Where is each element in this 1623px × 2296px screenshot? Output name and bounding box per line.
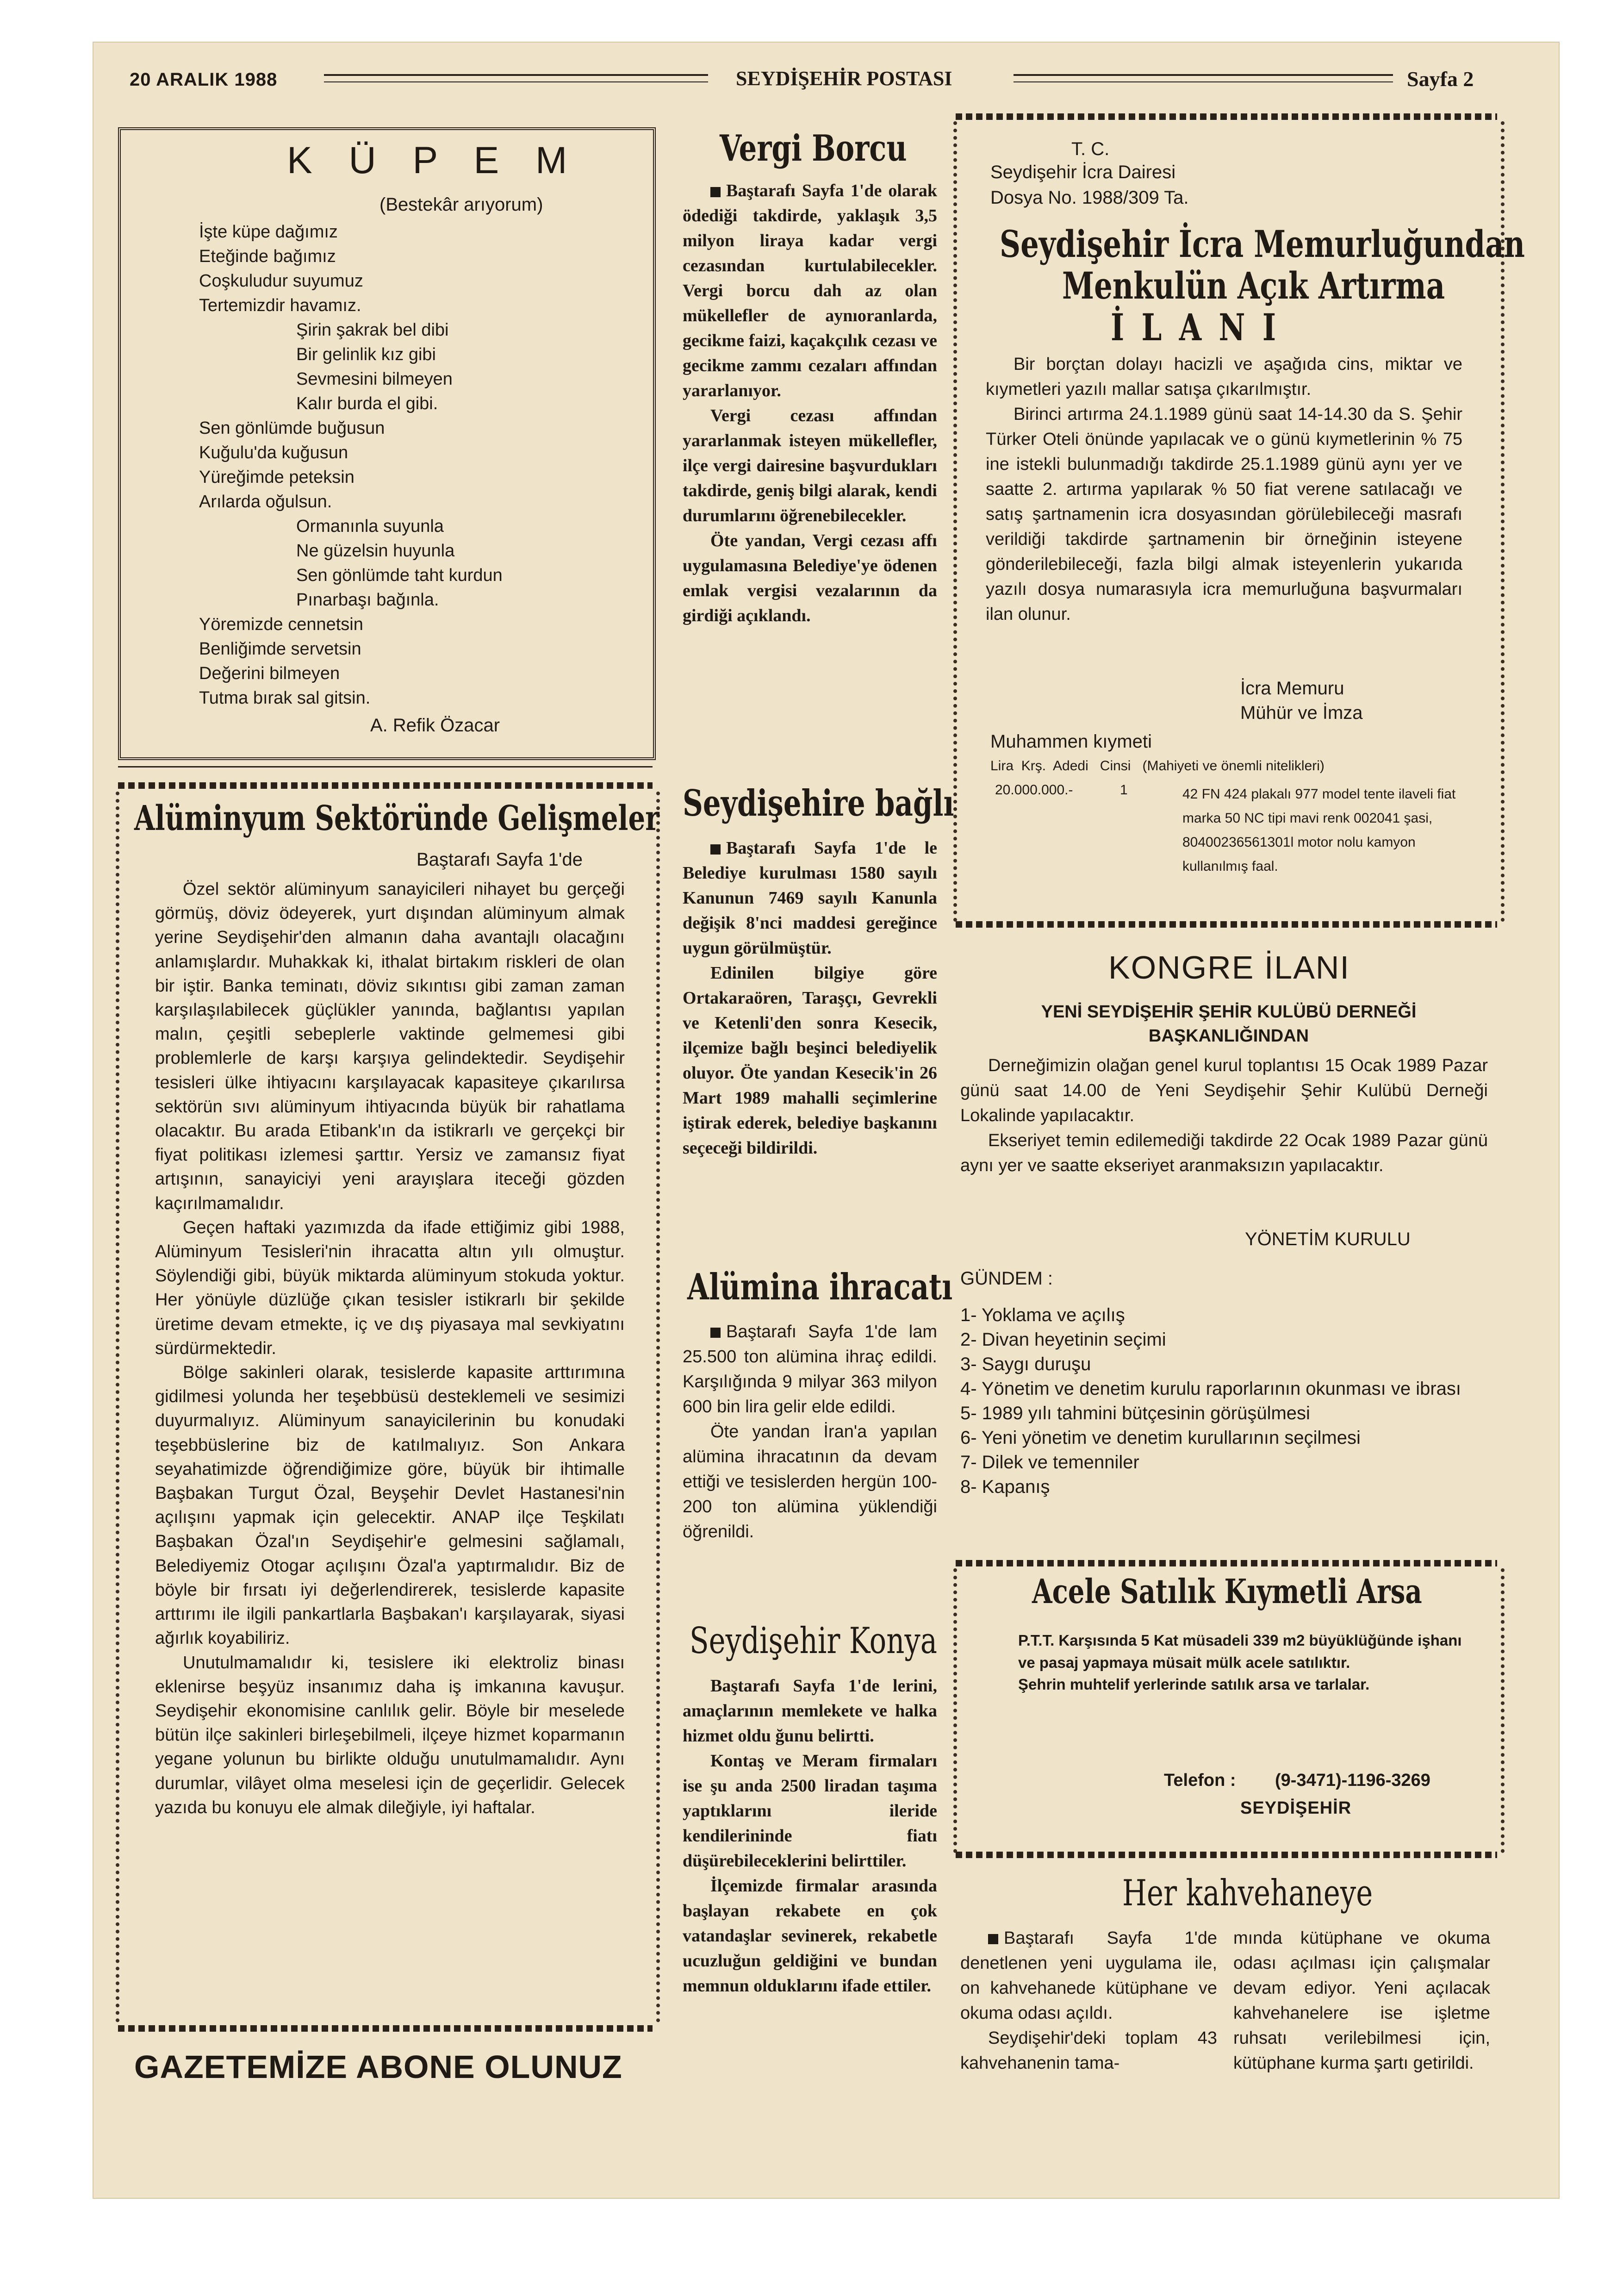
aluminyum-paragraph: Bölge sakinleri olarak, tesislerde kapasite arttırımına gidilmesi yolunda her teşebbüsü desteklemeli ve sesimizi duyurmalıyız. Alüminyum sanayicilerinin bu konudaki teşebbüslerine biz de katılmalıyız. Son Ankara seyahatimizde öğrendiğimize göre, büyük bir ihtimalle Başbakan Turgut Özal, Beyşehir Devlet Hastanesi'nin açılışını yapmak için gelecektir. ANAP ilçe Teşkilatı Başbakan Özal'ın Seydişehir'e gelmesini sağlamalı, Belediyemiz Otogar açılışını Özal'a yaptırmalıdır. Biz de böyle bir fırsatı iyi değerlendirerek, tesislerde kapasite arttırımı ile ilgili pankartlarla Başbakan'ı karşılayarak, siyasi ağırlık koyabiliriz. bbox=[155, 1363, 625, 1648]
agenda-item: 2- Divan heyetinin seçimi bbox=[960, 1329, 1166, 1350]
poem-line: Ne güzelsin huyunla bbox=[296, 541, 455, 561]
arsa-frame bbox=[953, 1568, 1505, 1853]
agenda-item: 6- Yeni yönetim ve denetim kurullarının seçilmesi bbox=[960, 1428, 1361, 1448]
poem-author: A. Refik Özacar bbox=[370, 715, 500, 736]
header-rule-left bbox=[324, 74, 708, 82]
aluminyum-paragraph: Unutulmamalıdır ki, tesislere iki elektroliz binası eklenirse beşyüz insanımız daha iş imkanına kavuşur. Seydişehir ekonomisine canlılık gelir. Böyle bir meselede bütün ilçe sakinleri birleşebilmeli, ilçeye hizmet koparmanın yegane yolunun bu birlikte olduğu unutulmamalıdır. Aynı durumlar, vilâyet olma meselesi için de geçerlidir. Gelecek yazıda bu konuyu ele almak dileğiyle, iyi haftalar. bbox=[155, 1653, 625, 1817]
icra-subtitle: Menkulün Açık Artırma bbox=[1062, 264, 1445, 307]
icra-body bbox=[986, 352, 1462, 627]
kahve-col1 bbox=[960, 1926, 1217, 2076]
kongre-title: KONGRE İLANI bbox=[1108, 949, 1350, 986]
aluminyum-paragraph: Özel sektör alüminyum sanayicileri nihayet bu gerçeği görmüş, döviz ödeyerek, yurt dışından alüminyum almak yerine Seydişehir'den almanın daha avantajlı olacağını anlamışlardır. Muhakkak ki, ithalat birtakım riskleri de olan bir iştir. Banka teminatı, döviz sıkıntısı gibi zaman zaman karşılaşılabilecek güçlükler yanında, bağlantısı yapılan malın, çeşitli sebeplerle vaktinde gelmemesi gibi problemlerle de karşı karşıya gelindektedir. Seydişehir tesisleri ülke ihtiyacını karşılayacak kapasiteye çıkarılırsa sektörün sıvı alüminyum ihtiyacında büyük bir rahatlama olacaktır. Bu arada Etibank'ın da istikrarlı ve gerçekçi bir fiyat politikası izlemesi şarttır. Yersiz ve zamansız fiyat artışının, sanayiciyi yeni arayışlara iteceği gözden kaçırılmamalıdır. bbox=[155, 880, 625, 1213]
poem-line: İşte küpe dağımız bbox=[199, 222, 338, 242]
kongre-sign: YÖNETİM KURULU bbox=[1245, 1229, 1411, 1249]
icra-tc: T. C. bbox=[1071, 139, 1110, 159]
poem-line: Sen gönlümde buğusun bbox=[199, 418, 385, 438]
bagli-paragraph: Edinilen bilgiye göre Ortakaraören, Taraşçı, Gevrekli ve Ketenli'den sonra Kesecik, ilçemize bağlı beşinci belediyelik oluyor. Öte yandan Kesecik'in 26 Mart 1989 mahalli seçimlerine iştirak ederek, belediye başkanını seçeceği bildirildi. bbox=[683, 963, 937, 1158]
aluminyum-border-top bbox=[118, 782, 653, 789]
poem-line: Tutma bırak sal gitsin. bbox=[199, 688, 371, 708]
icra-sign1: İcra Memuru bbox=[1240, 678, 1344, 699]
issue-date: 20 ARALIK 1988 bbox=[130, 69, 278, 90]
bagli-paragraph: Baştarafı Sayfa 1'de le Belediye kurulması 1580 sayılı Kanunun 7469 sayılı Kanunla değişik 8'nci maddesi gereğince uygun görülmüştür. bbox=[683, 838, 937, 958]
poem-line: Bir gelinlik kız gibi bbox=[296, 345, 436, 364]
vergi-paragraph: Vergi cezası affından yararlanmak isteyen mükellefler, ilçe vergi dairesine başvurdukları takdirde, geniş bilgi alarak, kendi durumlarını öğrenebilecekler. bbox=[683, 406, 937, 525]
arsa-border-top bbox=[956, 1560, 1497, 1566]
agenda-item: 5- 1989 yılı tahmini bütçesinin görüşülmesi bbox=[960, 1403, 1310, 1423]
kongre-agenda bbox=[960, 1303, 1492, 1499]
poem-line: Tertemizdir havamız. bbox=[199, 296, 361, 315]
poem-subtitle: (Bestekâr arıyorum) bbox=[379, 194, 543, 215]
ihracat-body bbox=[683, 1319, 937, 1544]
poem-line: Kalır burda el gibi. bbox=[296, 394, 438, 413]
vergi-title: Vergi Borcu bbox=[720, 127, 907, 169]
bagli-body bbox=[683, 836, 937, 1160]
paper-name: SEYDİŞEHİR POSTASI bbox=[736, 67, 952, 90]
poem-line: Değerini bilmeyen bbox=[199, 664, 340, 683]
icra-border-top bbox=[956, 113, 1497, 120]
agenda-item: 8- Kapanış bbox=[960, 1477, 1050, 1497]
icra-row-value: 20.000.000.- bbox=[995, 782, 1073, 798]
aluminyum-paragraph: Geçen haftaki yazımızda da ifade ettiğimiz gibi 1988, Alüminyum Tesisleri'nin ihracatta altın yılı olmuştur. Söylendiği gibi, büyük miktarda alüminyum stokuda yoktur. Her yönüyle düzlüğe çıkan tesisler istikrarlı bir şekilde üretime devam etmekte, iç ve dış piyasaya mal sevkiyatını sürdürmektedir. bbox=[155, 1217, 625, 1358]
bullet-square-icon bbox=[710, 844, 721, 855]
icra-ilan: İ L A N I bbox=[1111, 306, 1280, 349]
vergi-paragraph: Baştarafı Sayfa 1'de olarak ödediği takdirde, yaklaşık 3,5 milyon liraya kadar vergi cezasından kurtulabilecekler. Vergi borcu dah az olan mükellefler de aynıoranlarda, gecikme faizi, kaçakçılık cezası ve gecikme zammı cezaları affından yararlanıyor. bbox=[683, 181, 937, 400]
ihracat-title: Alümina ihracatı bbox=[687, 1266, 953, 1308]
agenda-item: 3- Saygı duruşu bbox=[960, 1354, 1091, 1374]
aluminyum-body bbox=[155, 877, 625, 1820]
konya-paragraph: Baştarafı Sayfa 1'de lerini, amaçlarının memlekete ve halka hizmet oldu ğunu belirtti. bbox=[683, 1676, 937, 1746]
icra-muhammen: Muhammen kıymeti bbox=[990, 731, 1152, 752]
arsa-border-bottom bbox=[956, 1852, 1497, 1858]
icra-table-header: Lira Krş. Adedi Cinsi (Mahiyeti ve önemli nitelikleri) bbox=[990, 758, 1325, 774]
kahve-col2 bbox=[1233, 1926, 1490, 2076]
arsa-phone: (9-3471)-1196-3269 bbox=[1275, 1771, 1430, 1790]
poem-rule bbox=[118, 766, 653, 767]
poem-line: Eteğinde bağımız bbox=[199, 247, 336, 266]
poem-line: Sevmesini bilmeyen bbox=[296, 369, 453, 389]
poem-line: Yüreğimde peteksin bbox=[199, 468, 354, 487]
vergi-paragraph: Öte yandan, Vergi cezası affı uygulamasına Belediye'ye ödenen emlak vergisi vezalarının da girdiği açıklandı. bbox=[683, 531, 937, 625]
icra-sign2: Mühür ve İmza bbox=[1240, 703, 1363, 723]
poem-title: K Ü P E M bbox=[287, 139, 580, 181]
vergi-body bbox=[683, 178, 937, 628]
arsa-text2: Şehrin muhtelif yerlerinde satılık arsa ve tarlalar. bbox=[1018, 1676, 1370, 1693]
poem-line: Pınarbaşı bağınla. bbox=[296, 590, 439, 610]
poem-line: Yöremizde cennetsin bbox=[199, 615, 363, 634]
kongre-agenda-title: GÜNDEM : bbox=[960, 1268, 1053, 1289]
poem-line: Ormanınla suyunla bbox=[296, 517, 444, 536]
aluminyum-title: Alüminyum Sektöründe Gelişmeler bbox=[134, 799, 659, 838]
agenda-item: 7- Dilek ve temenniler bbox=[960, 1452, 1139, 1472]
kahve-paragraph: Seydişehir'deki toplam 43 kahvehanenin tama- bbox=[960, 2028, 1217, 2073]
icra-row-count: 1 bbox=[1120, 782, 1128, 798]
bullet-square-icon bbox=[988, 1934, 998, 1944]
poem-line: Şirin şakrak bel dibi bbox=[296, 320, 449, 340]
poem-line: Sen gönlümde taht kurdun bbox=[296, 566, 503, 585]
kongre-paragraph: Ekseriyet temin edilemediği takdirde 22 Ocak 1989 Pazar günü aynı yer ve saatte ekseriyet aranmaksızın yapılacaktır. bbox=[960, 1131, 1488, 1175]
poem-line: Arılarda oğulsun. bbox=[199, 492, 332, 512]
subscribe-banner: GAZETEMİZE ABONE OLUNUZ bbox=[134, 2049, 622, 2085]
page-number: Sayfa 2 bbox=[1407, 67, 1474, 91]
header-rule-right bbox=[1014, 74, 1393, 82]
arsa-text: P.T.T. Karşısında 5 Kat müsadeli 339 m2 büyüklüğünde işhanı ve pasaj yapmaya müsait mülk acele satılıktır. bbox=[1018, 1632, 1462, 1671]
icra-paragraph: Bir borçtan dolayı hacizli ve aşağıda cins, miktar ve kıymetleri yazılı mallar satışa çıkarılmıştır. bbox=[986, 355, 1462, 399]
aluminyum-source: Baştarafı Sayfa 1'de bbox=[417, 849, 583, 870]
kongre-body bbox=[960, 1053, 1488, 1178]
bullet-square-icon bbox=[710, 187, 721, 197]
kongre-org: YENİ SEYDİŞEHİR ŞEHİR KULÜBÜ DERNEĞİ BAŞKANLIĞINDAN bbox=[1041, 1002, 1417, 1046]
arsa-title: Acele Satılık Kıymetli Arsa bbox=[1032, 1572, 1422, 1611]
poem-line: Kuğulu'da kuğusun bbox=[199, 443, 348, 462]
kahve-paragraph: mında kütüphane ve okuma odası açılması için çalışmalar devam ediyor. Yeni açılacak kahvehanelere ise işletme ruhsatı verilebilmesi için, kütüphane kurma şartı getirildi. bbox=[1233, 1928, 1490, 2073]
konya-paragraph: İlçemizde firmalar arasında başlayan rekabete en çok vatandaşlar sevinerek, rekabetle ucuzluğun geldiğini ve bundan memnun olduklarını ifade ettiler. bbox=[683, 1876, 937, 1996]
poem-line: Benliğimde servetsin bbox=[199, 639, 361, 659]
bullet-square-icon bbox=[710, 1328, 721, 1338]
arsa-phone-label: Telefon : bbox=[1164, 1771, 1236, 1790]
poem-lines bbox=[199, 220, 616, 711]
aluminyum-border-bottom bbox=[118, 2025, 653, 2032]
kongre-paragraph: Derneğimizin olağan genel kurul toplantısı 15 Ocak 1989 Pazar günü saat 14.00 de Yeni Seydişehir Şehir Kulübü Derneği Lokalinde yapılacaktır. bbox=[960, 1056, 1488, 1125]
agenda-item: 4- Yönetim ve denetim kurulu raporlarının okunması ve ibrası bbox=[960, 1379, 1461, 1399]
kahve-paragraph: Baştarafı Sayfa 1'de denetlenen yeni uygulama ile, on kahvehanede kütüphane ve okuma odası açıldı. bbox=[960, 1928, 1217, 2023]
icra-title: Seydişehir İcra Memurluğundan bbox=[1000, 222, 1525, 266]
bagli-title: Seydişehire bağlı bbox=[683, 782, 954, 824]
kahve-title: Her kahvehaneye bbox=[1122, 1872, 1373, 1914]
agenda-item: 1- Yoklama ve açılış bbox=[960, 1305, 1125, 1325]
konya-paragraph: Kontaş ve Meram firmaları ise şu anda 2500 liradan taşıma yaptıklarını ileride kendilerininde fiatı düşürebileceklerini belirttiler. bbox=[683, 1751, 937, 1871]
icra-office: Seydişehir İcra Dairesi bbox=[990, 162, 1176, 182]
icra-border-bottom bbox=[956, 921, 1497, 928]
ihracat-paragraph: Öte yandan İran'a yapılan alümina ihracatının da devam ettiği ve tesislerden hergün 100-200 ton alümina yüklendiği öğrenildi. bbox=[683, 1422, 937, 1541]
konya-body bbox=[683, 1673, 937, 1998]
konya-title: Seydişehir Konya bbox=[690, 1620, 938, 1662]
icra-paragraph: Birinci artırma 24.1.1989 günü saat 14-14.30 da S. Şehir Türker Oteli önünde yapılacak ve o günü kıymetlerinin % 75 ine istekli bulunmadığı takdirde 25.1.1989 günü aynı yer ve saatte 2. artırma yapılarak % 50 fiat verene satılacağı ve satış şartnamenin icra dosyasından görülebileceği masrafı verildiği takdirde şartnamenin bir örneğinin isteyene gönderilebileceği, fazla bilgi almak isteyenlerin yukarıda yazılı dosya numarasıyla icra memurluğuna başvurmaları ilan olunur. bbox=[986, 405, 1462, 624]
icra-row-desc: 42 FN 424 plakalı 977 model tente ilaveli fiat marka 50 NC tipi mavi renk 002041 şasi, 80400236561301l motor nolu kamyon kullanılmış faal. bbox=[1182, 786, 1456, 874]
arsa-place: SEYDİŞEHİR bbox=[1240, 1798, 1352, 1818]
icra-file: Dosya No. 1988/309 Ta. bbox=[990, 187, 1189, 208]
poem-line: Coşkuludur suyumuz bbox=[199, 271, 363, 291]
ihracat-paragraph: Baştarafı Sayfa 1'de lam 25.500 ton alümina ihraç edildi. Karşılığında 9 milyar 363 milyon 600 bin lira gelir elde edildi. bbox=[683, 1322, 937, 1416]
